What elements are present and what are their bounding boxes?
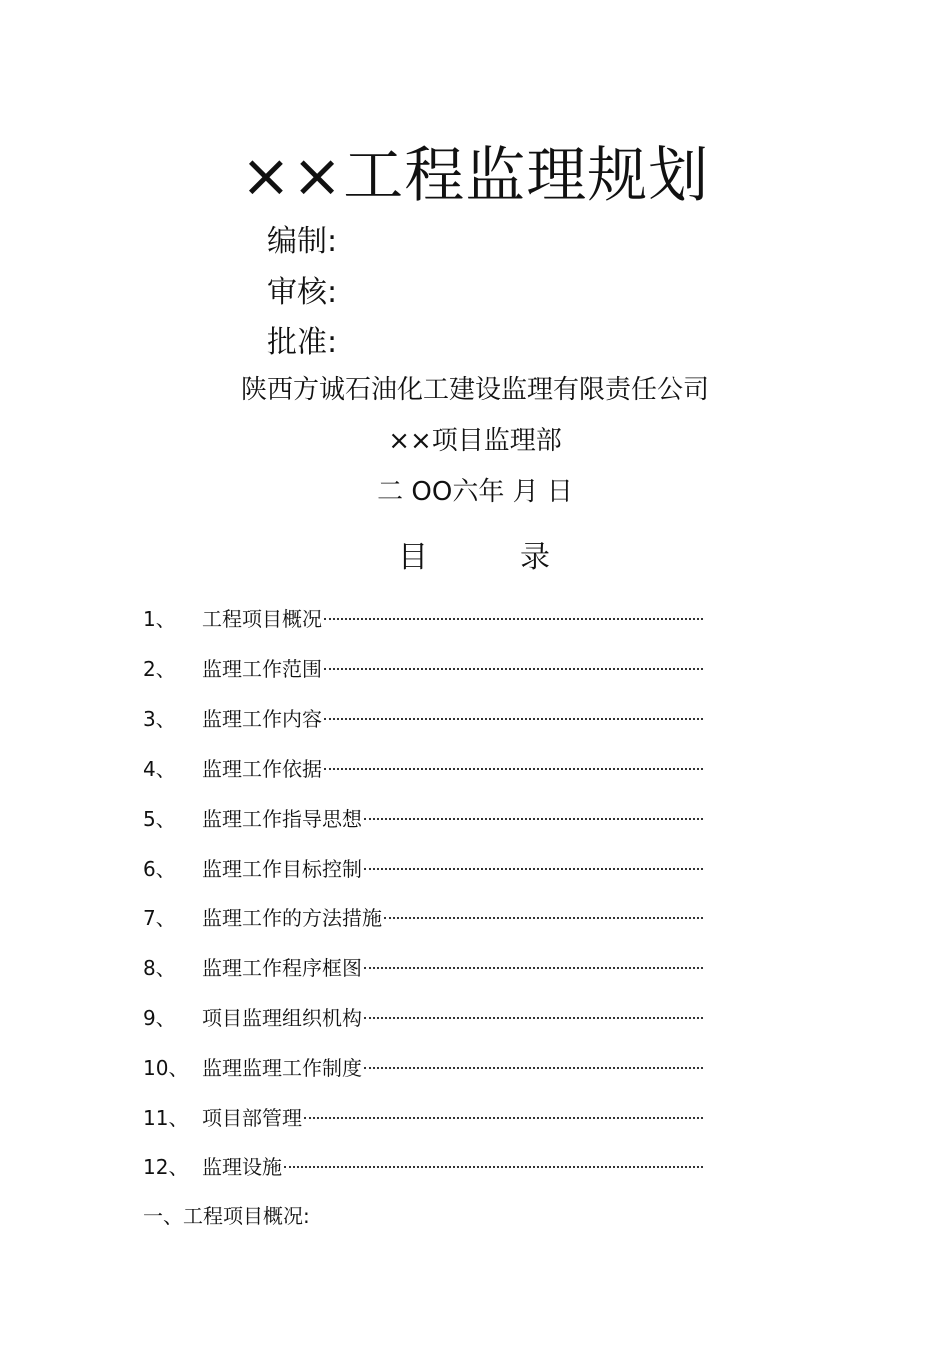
- toc-dot-leader: [364, 967, 703, 969]
- toc-item-text: 监理工作范围: [202, 657, 322, 681]
- toc-item-number: 7、: [143, 906, 176, 930]
- toc-dot-leader: [364, 868, 703, 870]
- toc-item-number: 11、: [143, 1106, 189, 1130]
- department-name: ××项目监理部: [388, 426, 562, 456]
- toc-item-number: 4、: [143, 757, 176, 781]
- toc-item-number: 12、: [143, 1155, 189, 1179]
- toc-item[interactable]: [143, 903, 703, 933]
- toc-item-text: 监理工作的方法措施: [202, 906, 382, 930]
- prepared-by-label: 编制:: [267, 224, 338, 259]
- toc-dot-leader: [364, 818, 703, 820]
- toc-item-number: 10、: [143, 1056, 189, 1080]
- approved-by-label: 批准:: [267, 325, 338, 360]
- toc-dot-leader: [324, 618, 703, 620]
- toc-item-text: 监理工作目标控制: [202, 857, 362, 881]
- toc-item[interactable]: [143, 654, 703, 684]
- toc-item-number: 5、: [143, 807, 176, 831]
- toc-dot-leader: [384, 917, 703, 919]
- toc-item[interactable]: [143, 1003, 703, 1033]
- toc-item[interactable]: [143, 1152, 703, 1182]
- toc-item-number: 1、: [143, 607, 176, 631]
- company-name: 陕西方诚石油化工建设监理有限责任公司: [240, 375, 709, 405]
- toc-item[interactable]: [143, 1053, 703, 1083]
- toc-item-text: 监理工作指导思想: [202, 807, 362, 831]
- toc-item-number: 8、: [143, 956, 176, 980]
- toc-dot-leader: [364, 1067, 703, 1069]
- reviewed-by-label: 审核:: [267, 275, 338, 310]
- toc-dot-leader: [284, 1166, 703, 1168]
- toc-heading-right: 录: [520, 540, 550, 575]
- toc-item-text: 监理工作内容: [202, 707, 322, 731]
- toc-heading-left: 目: [398, 540, 428, 575]
- toc-item-text: 项目部管理: [202, 1106, 302, 1130]
- toc-item[interactable]: [143, 854, 703, 884]
- toc-dot-leader: [324, 668, 703, 670]
- toc-item-number: 6、: [143, 857, 176, 881]
- toc-item-text: 监理工作程序框图: [202, 956, 362, 980]
- toc-item[interactable]: [143, 604, 703, 634]
- toc-item-text: 监理工作依据: [202, 757, 322, 781]
- toc-dot-leader: [364, 1017, 703, 1019]
- toc-item-text: 监理监理工作制度: [202, 1056, 362, 1080]
- toc-item[interactable]: [143, 804, 703, 834]
- toc-item[interactable]: [143, 953, 703, 983]
- toc-dot-leader: [324, 768, 703, 770]
- toc-item[interactable]: [143, 754, 703, 784]
- toc-item-number: 3、: [143, 707, 176, 731]
- toc-item-text: 项目监理组织机构: [202, 1006, 362, 1030]
- document-date: 二 OO六年 月 日: [377, 477, 573, 507]
- toc-item-number: 2、: [143, 657, 176, 681]
- toc-dot-leader: [304, 1117, 703, 1119]
- toc-item-text: 工程项目概况: [202, 607, 322, 631]
- toc-item-number: 9、: [143, 1006, 176, 1030]
- toc-item[interactable]: [143, 1103, 703, 1133]
- toc-dot-leader: [324, 718, 703, 720]
- toc-item-text: 监理设施: [202, 1155, 282, 1179]
- section-heading: 一、工程项目概况:: [143, 1204, 310, 1228]
- toc-item[interactable]: [143, 704, 703, 734]
- document-title: ××工程监理规划: [240, 141, 710, 211]
